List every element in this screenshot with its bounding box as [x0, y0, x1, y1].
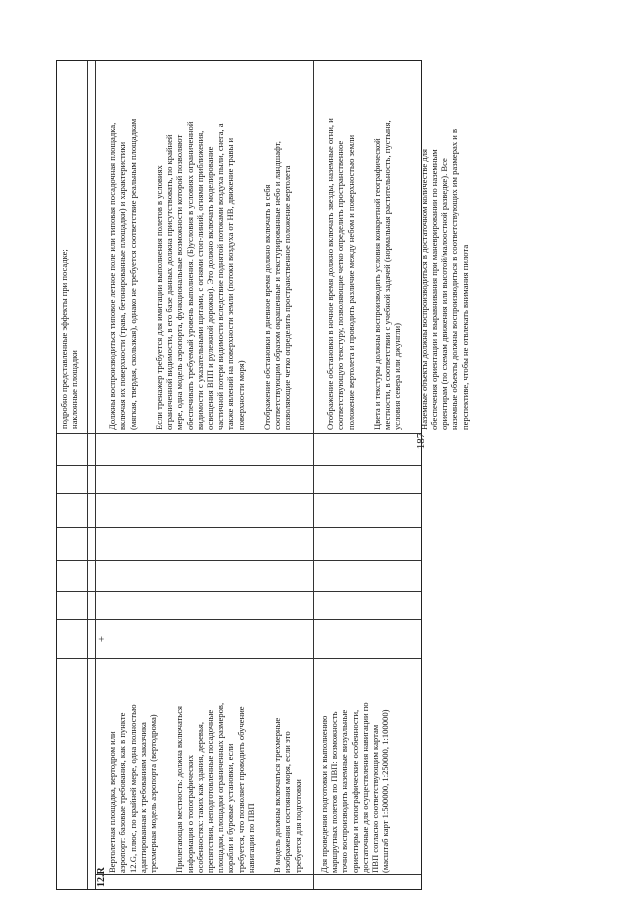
applicability-mark: + — [96, 635, 108, 643]
row-divider-sub — [313, 61, 314, 889]
annotation-paragraph: Если тренажер требуется для имитации выполнения полетов в условиях ограниченной видимости, в его базе данных должна присутствовать, по крайней мере, одна модель аэропорта, функциональные возможности которой позволяют обеспечивать требуемый уровень выполнения. (Б)условия в условиях ограниченной видимости с указательными щитами, с огнями стоп-линий, огнями приближения, освещения ВПП и рулежной дорожки). Это должно включать моделирование частичной потери видимости вследствие поднятой потоками воздуха пыли, снега, а также явлений на поверхности земли (потоки воздуха от НВ, движение травы и поверхности моря) — [154, 121, 246, 430]
col-divider-2 — [57, 619, 421, 620]
top-row-annotation: подробно представленные эффекты при посадке; наклонные площадки — [59, 249, 80, 429]
col-divider-code — [95, 874, 421, 875]
col-divider-7 — [57, 465, 421, 466]
annotation-paragraph: Отображение обстановки в дневное время должно включать в себя соответствующим образом окрашенные и текстурированные небо и ландшафт, позволяющие четко определить пространственное положение вертолета — [262, 141, 293, 430]
annotation-block-1 — [97, 62, 313, 430]
description-paragraph: Вертолетная площадка, вертодром или аэропорт: базовые требования, как в пункте 12.G, плюс, по крайней мере, одна полностью адаптированная к требованиям заказчика трехмерная модель аэропорта (вертодрома) — [107, 704, 159, 873]
row-description — [97, 661, 419, 873]
annotation-paragraph: Отображение обстановки в ночное время должно включать звезды, наземные огни, и соответствующую текстуру, позволяющие четко определить пространственное положение вертолета и проводить различие между небом и поверхностью земли — [325, 118, 356, 430]
col-divider-5 — [57, 527, 421, 528]
annotation-paragraph: Должны воспроизводиться типовое летное поле или типовая посадочная площадка, включая их поверхности (трава, бетонированные площадки) и характеристики (мягкая, твердая, скользкая), однако не требуется соответствие реальным площадкам — [107, 118, 138, 430]
page-number: 187 — [415, 432, 427, 450]
description-paragraph: Для проведения подготовки к выполнению маршрутных полетов по ПВП: возможность точно воспроизводить наземные визуальные ориентиры и топографические особенности, достаточные для осуществления навигации по ПВП согласно соответствующим картам (масштаб карт 1:500000, 1:250000, 1:100000) — [319, 702, 391, 873]
rotated-page-content — [56, 60, 470, 890]
row-code: 12.R — [96, 867, 107, 887]
col-divider-4 — [57, 560, 421, 561]
annotation-paragraph: Наземные объекты должны воспроизводиться в достаточном количестве для обеспечения ориентации и выравнивания при маневрировании по наземным ориентирам (по схемам движения или высотой/малоостной разведке). Все наземные объекты должны воспроизводиться в соответствующих им размерах и в перспективе, чтобы не отвлекать внимания пилота — [418, 128, 470, 430]
col-divider-6 — [57, 493, 421, 494]
requirements-table — [56, 60, 470, 890]
description-paragraph: Прилегающая местность: должна включаться информация о топографических особенностях: таких как здания, деревья, препятствия, неподготовленные посадочные площадки, площадки ограниченных размеров, корабли и буровые установки, если требуется, что позволяет проводить обучение навигации по ПВП — [174, 702, 256, 873]
row-divider-top — [87, 61, 88, 889]
col-divider-annotations — [57, 433, 421, 434]
annotation-paragraph: Цвета и текстуры должны воспроизводить условия конкретной географической местности, в соответствии с учебной задачей (нормальная растительность, пустыня, условия севера или джунгли) — [372, 120, 403, 430]
annotation-block-2 — [315, 62, 470, 430]
col-divider-description — [57, 658, 421, 659]
col-divider-3 — [57, 591, 421, 592]
description-paragraph: В модель должны включаться трехмерные изображения состояния моря, если это требуется для подготовки — [272, 717, 303, 873]
